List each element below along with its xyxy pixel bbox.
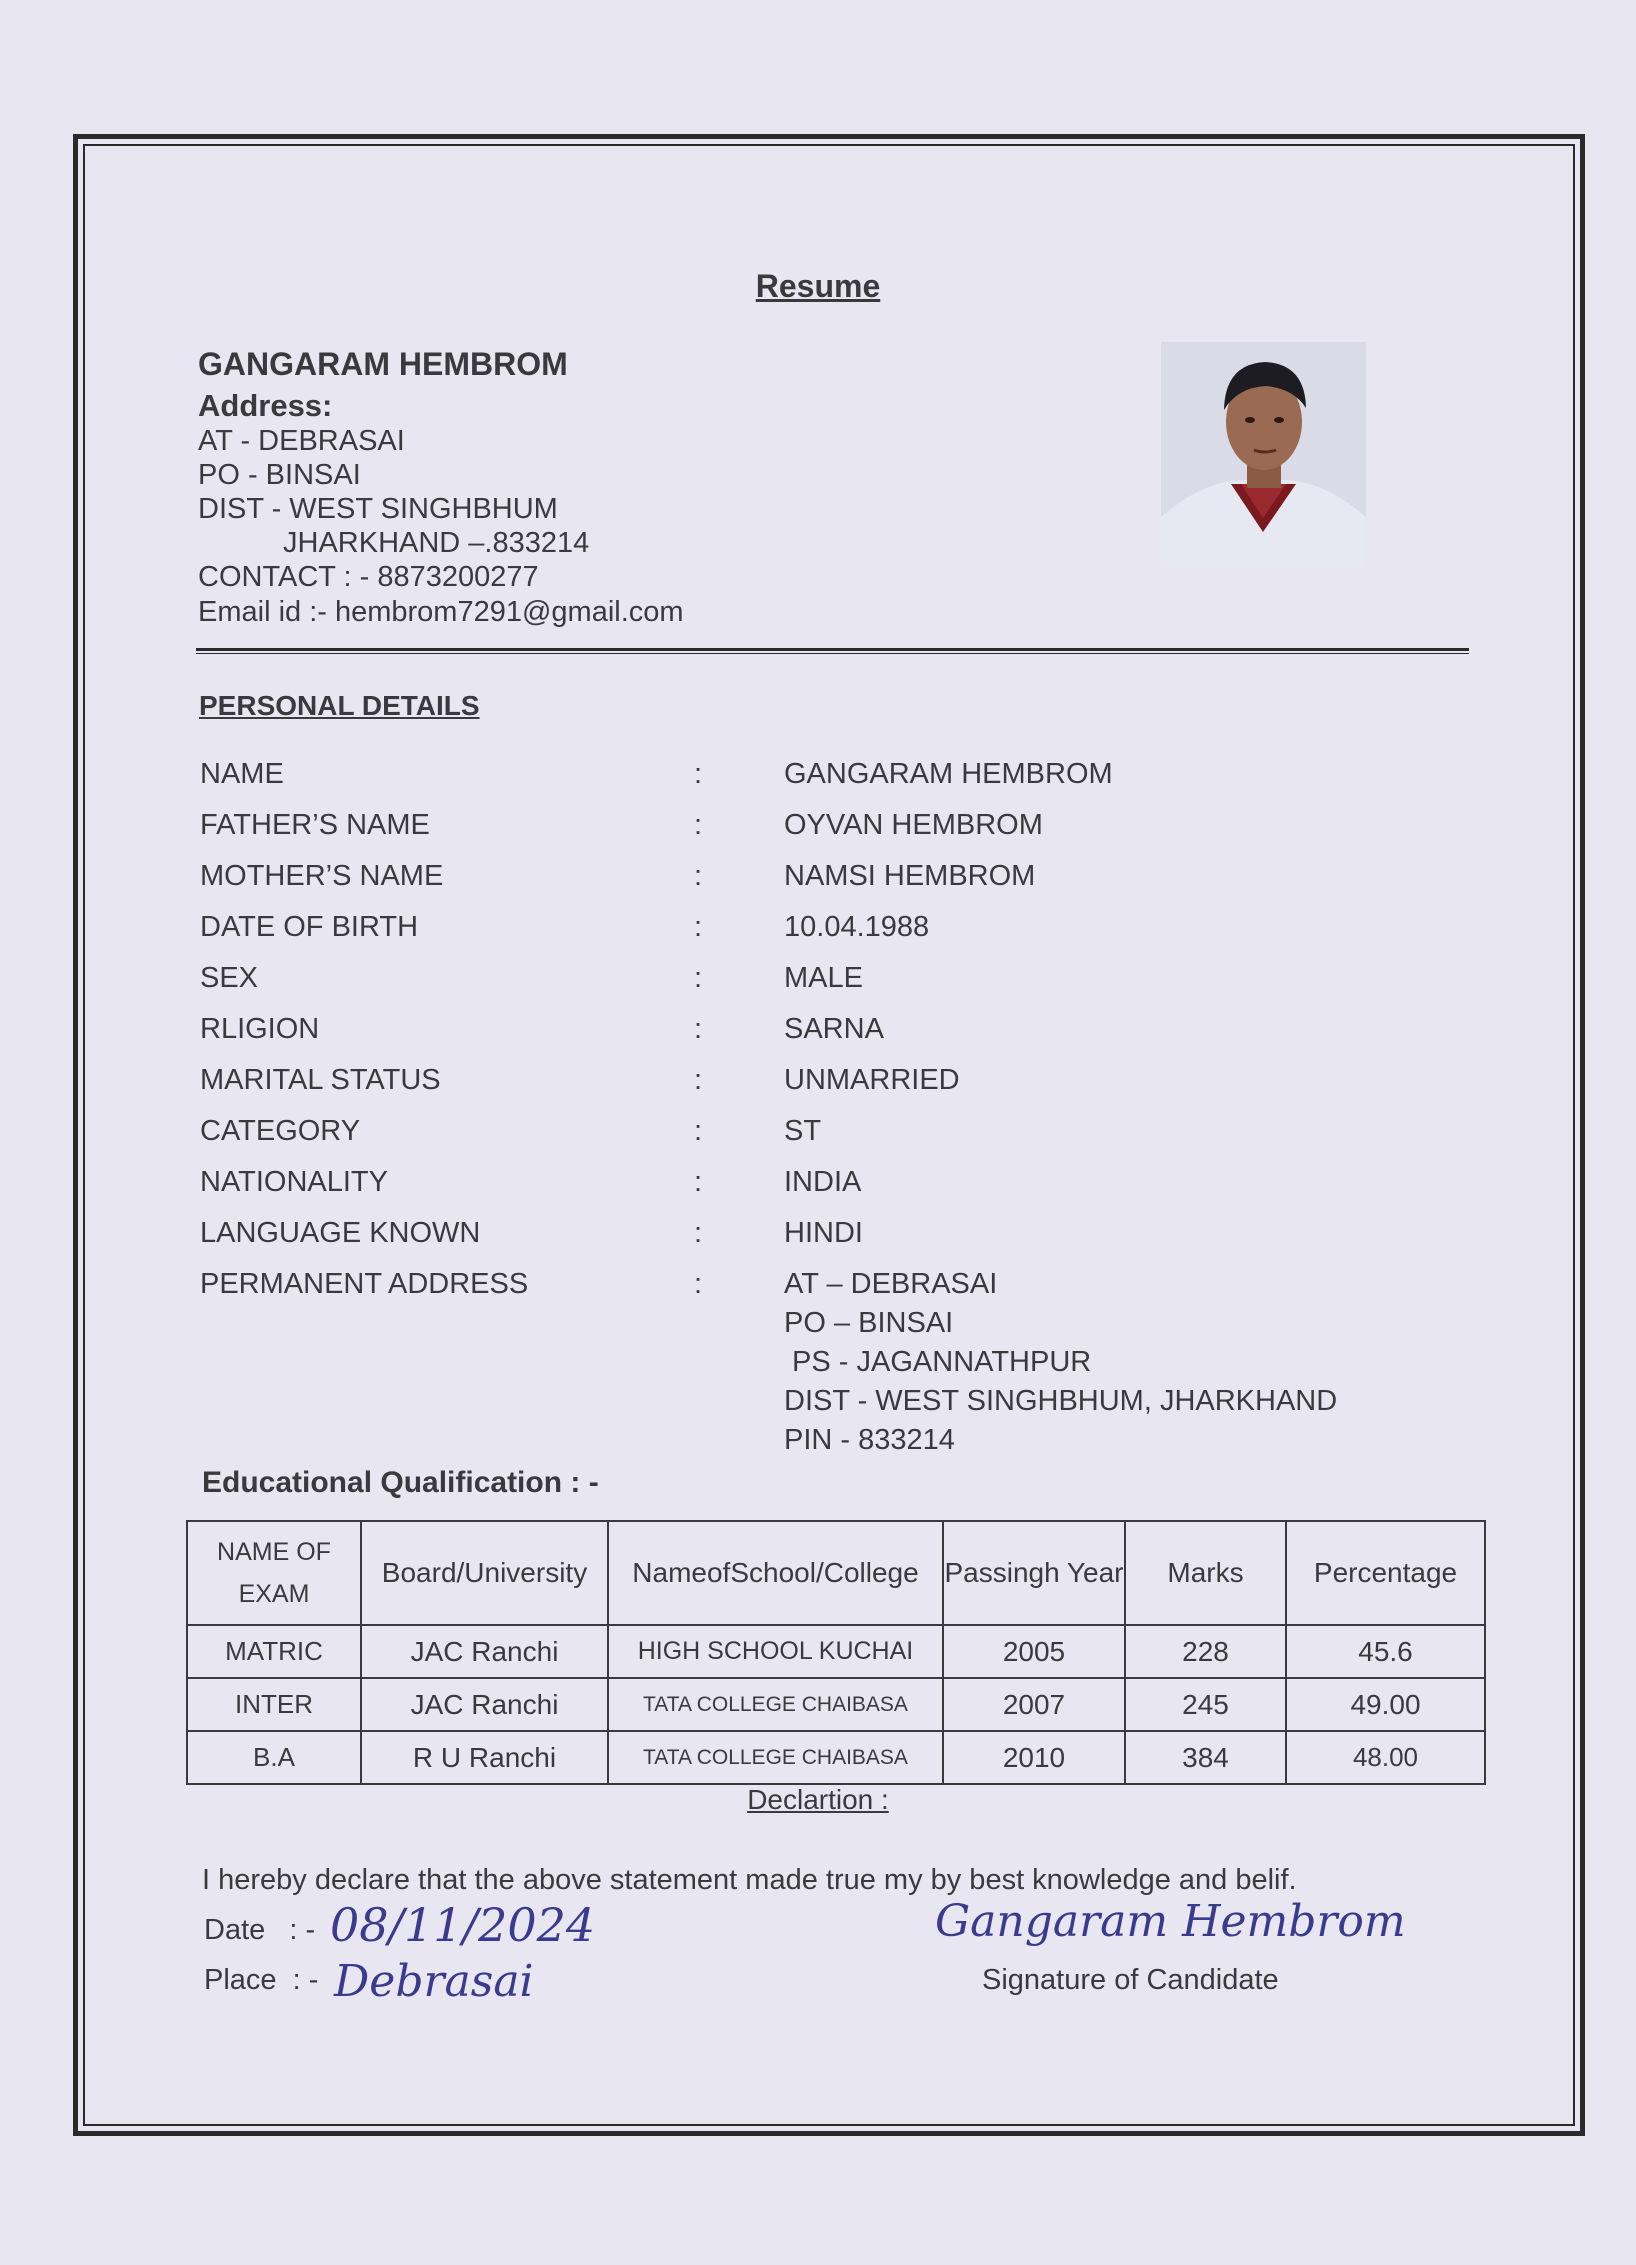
column-header: Passingh Year xyxy=(943,1521,1125,1625)
handwritten-signature: Gangaram Hembrom xyxy=(935,1896,1406,1947)
address-line: DIST - WEST SINGHBHUM xyxy=(198,493,558,525)
field-colon: : xyxy=(694,1064,703,1096)
table-cell: 48.00 xyxy=(1286,1731,1485,1784)
permanent-address-line: PIN - 833214 xyxy=(784,1424,955,1456)
contact-line: CONTACT : - 8873200277 xyxy=(198,561,539,593)
field-colon: : xyxy=(694,809,703,841)
portrait-image xyxy=(1161,342,1366,568)
field-colon: : xyxy=(694,1217,703,1249)
table-cell: HIGH SCHOOL KUCHAI xyxy=(608,1625,943,1678)
table-cell: 2010 xyxy=(943,1731,1125,1784)
address-line: JHARKHAND –.833214 xyxy=(283,527,590,559)
field-value: NAMSI HEMBROM xyxy=(784,860,1036,892)
education-table-header xyxy=(187,1521,1485,1625)
header-divider xyxy=(196,648,1469,654)
field-label: SEX xyxy=(200,962,259,994)
field-label: MARITAL STATUS xyxy=(200,1064,441,1096)
table-cell: B.A xyxy=(187,1731,361,1784)
permanent-address-line: DIST - WEST SINGHBHUM, JHARKHAND xyxy=(784,1385,1338,1417)
field-value: GANGARAM HEMBROM xyxy=(784,758,1113,790)
declaration-title: Declartion : xyxy=(747,1784,889,1815)
field-value: MALE xyxy=(784,962,863,994)
email-line: Email id :- hembrom7291@gmail.com xyxy=(198,596,684,628)
field-label: PERMANENT ADDRESS xyxy=(200,1268,529,1300)
address-line: PO - BINSAI xyxy=(198,459,361,491)
field-value: HINDI xyxy=(784,1217,863,1249)
field-label: MOTHER’S NAME xyxy=(200,860,444,892)
field-value: INDIA xyxy=(784,1166,862,1198)
field-colon: : xyxy=(694,1166,703,1198)
table-cell: 45.6 xyxy=(1286,1625,1485,1678)
table-cell: 228 xyxy=(1125,1625,1286,1678)
date-label: Date : - xyxy=(204,1914,316,1946)
table-cell: TATA COLLEGE CHAIBASA xyxy=(608,1678,943,1731)
field-colon: : xyxy=(694,1268,703,1300)
table-row xyxy=(187,1678,1485,1731)
field-value: OYVAN HEMBROM xyxy=(784,809,1043,841)
field-colon: : xyxy=(694,1013,703,1045)
education-table xyxy=(186,1520,1486,1785)
field-label: NAME xyxy=(200,758,284,790)
table-cell: 2005 xyxy=(943,1625,1125,1678)
field-colon: : xyxy=(694,962,703,994)
address-line: AT - DEBRASAI xyxy=(198,425,405,457)
field-value: 10.04.1988 xyxy=(784,911,930,943)
signature-label: Signature of Candidate xyxy=(982,1964,1279,1996)
declaration-text: I hereby declare that the above statement made true my by best knowledge and belif. xyxy=(202,1864,1297,1896)
column-header: NameofSchool/College xyxy=(608,1521,943,1625)
field-label: CATEGORY xyxy=(200,1115,361,1147)
field-label: FATHER’S NAME xyxy=(200,809,430,841)
column-header: Board/University xyxy=(361,1521,608,1625)
education-title: Educational Qualification : - xyxy=(202,1466,599,1499)
field-colon: : xyxy=(694,1115,703,1147)
field-colon: : xyxy=(694,758,703,790)
field-label: RLIGION xyxy=(200,1013,320,1045)
field-value: AT – DEBRASAI xyxy=(784,1268,998,1300)
permanent-address-line: PO – BINSAI xyxy=(784,1307,954,1339)
table-cell: 49.00 xyxy=(1286,1678,1485,1731)
table-cell: R U Ranchi xyxy=(361,1731,608,1784)
table-row xyxy=(187,1731,1485,1784)
field-label: LANGUAGE KNOWN xyxy=(200,1217,481,1249)
handwritten-date: 08/11/2024 xyxy=(330,1898,596,1952)
field-colon: : xyxy=(694,911,703,943)
personal-details-title: PERSONAL DETAILS xyxy=(199,690,480,721)
field-value: ST xyxy=(784,1115,822,1147)
table-cell: 2007 xyxy=(943,1678,1125,1731)
column-header: NAME OF EXAM xyxy=(187,1521,361,1625)
field-colon: : xyxy=(694,860,703,892)
table-cell: JAC Ranchi xyxy=(361,1678,608,1731)
place-label: Place : - xyxy=(204,1964,319,1996)
candidate-name-heading: GANGARAM HEMBROM xyxy=(198,346,568,382)
column-header: Marks xyxy=(1125,1521,1286,1625)
address-label: Address: xyxy=(198,388,333,423)
table-cell: TATA COLLEGE CHAIBASA xyxy=(608,1731,943,1784)
field-label: NATIONALITY xyxy=(200,1166,388,1198)
table-row xyxy=(187,1625,1485,1678)
table-cell: 384 xyxy=(1125,1731,1286,1784)
resume-title: Resume xyxy=(755,268,881,304)
handwritten-place: Debrasai xyxy=(334,1956,534,2007)
permanent-address-line: PS - JAGANNATHPUR xyxy=(784,1346,1092,1378)
table-cell: JAC Ranchi xyxy=(361,1625,608,1678)
field-label: DATE OF BIRTH xyxy=(200,911,419,943)
field-value: UNMARRIED xyxy=(784,1064,960,1096)
field-value: SARNA xyxy=(784,1013,884,1045)
candidate-photo xyxy=(1161,342,1366,568)
table-cell: INTER xyxy=(187,1678,361,1731)
column-header: Percentage xyxy=(1286,1521,1485,1625)
table-cell: MATRIC xyxy=(187,1625,361,1678)
table-cell: 245 xyxy=(1125,1678,1286,1731)
